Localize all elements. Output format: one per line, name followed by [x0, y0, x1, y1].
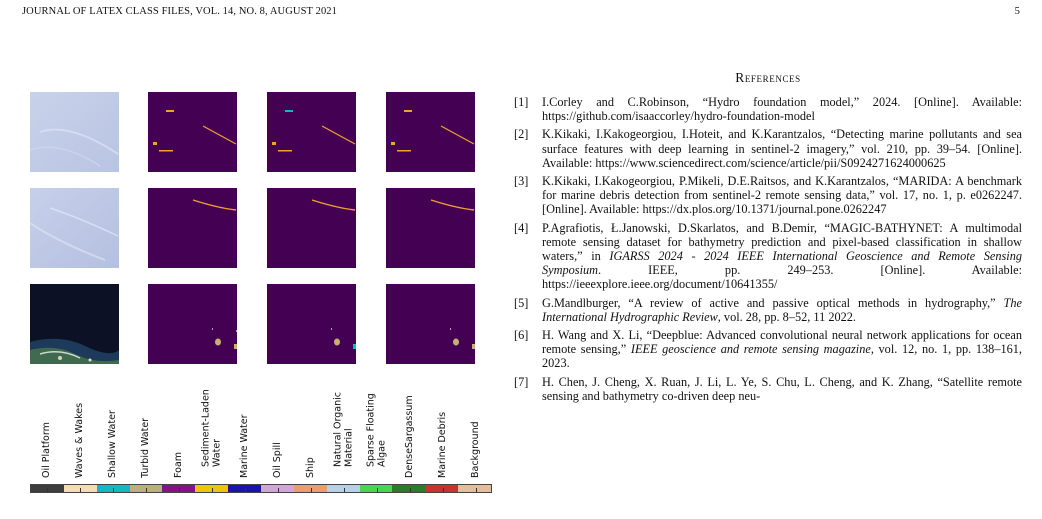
running-header — [22, 6, 1020, 20]
mask-1-col-4 — [386, 92, 475, 172]
legend-label-text: Natural Organic Material — [332, 391, 354, 467]
legend-label — [397, 380, 423, 488]
legend-label — [463, 380, 489, 488]
legend-tick — [443, 488, 444, 492]
reference-text: G.Mandlburger, “A review of active and passive optical methods in hydrography,” — [542, 295, 1004, 310]
satellite-image-2 — [30, 188, 119, 268]
legend-tick — [179, 488, 180, 492]
legend-label-text: Waves & Wakes — [73, 402, 85, 478]
reference-number: [4] — [514, 220, 529, 235]
legend-labels — [30, 380, 492, 488]
reference-text-end: , vol. 12, no. 1, pp. 138–161, 2023. — [542, 342, 1022, 371]
legend-tick — [113, 488, 114, 492]
legend-label-text: Marine Debris — [436, 411, 448, 478]
legend-label-text: Turbid Water — [139, 417, 151, 478]
legend-tick — [377, 488, 378, 492]
legend-tick — [47, 488, 48, 492]
legend-label — [166, 380, 192, 488]
mask-2-col-3 — [267, 188, 356, 268]
references-title: References — [735, 70, 801, 85]
legend-tick — [80, 488, 81, 492]
reference-list — [514, 95, 1022, 403]
legend-label — [331, 380, 357, 488]
mask-3-col-2 — [148, 284, 237, 364]
satellite-image-3 — [30, 284, 119, 364]
legend-label-text: Marine Water — [238, 413, 250, 478]
legend-label — [199, 380, 225, 488]
reference-text: H. Wang and X. Li, “Deepblue: Advanced convolutional neural network applications for ocean remote sensing,” — [542, 328, 1022, 357]
mask-3-col-4 — [386, 284, 475, 364]
legend-label — [430, 380, 456, 488]
legend-tick — [311, 488, 312, 492]
mask-1-col-3 — [267, 92, 356, 172]
reference-number: [2] — [514, 127, 529, 142]
legend-label-text: Sediment-Laden Water — [200, 389, 222, 467]
legend-tick — [344, 488, 345, 492]
legend-label-text: Ship — [304, 456, 316, 478]
mask-3-col-3 — [267, 284, 356, 364]
reference-text: H. Chen, J. Cheng, X. Ruan, J. Li, L. Ye, S. Chu, L. Cheng, and K. Zhang, “Satellite remote sensing and bathymetry co-driven deep neu- — [542, 374, 1022, 403]
legend-label-text: Background — [469, 420, 481, 478]
legend-tick — [146, 488, 147, 492]
legend-label — [100, 380, 126, 488]
reference-text-end: , vol. 28, pp. 8–52, 11 2022. — [717, 309, 856, 324]
references-section — [514, 70, 1022, 519]
legend-label-text: Oil Spill — [271, 441, 283, 478]
reference-number: [7] — [514, 374, 529, 389]
reference-number: [5] — [514, 295, 529, 310]
legend-tick — [278, 488, 279, 492]
reference-number: [6] — [514, 328, 529, 343]
legend-label — [364, 380, 390, 488]
legend-label — [265, 380, 291, 488]
legend-tick — [212, 488, 213, 492]
reference-item — [514, 221, 1022, 292]
reference-text: K.Kikaki, I.Kakogeorgiou, P.Mikeli, D.E.Raitsos, and K.Karantzalos, “MARIDA: A benchmark for marine debris detection from sentinel-2 remote sensing data,” vol. 17, no. 1, p. e0262247. [Online]. Available: https://dx.plos.org/10.1371/journal.pone.0262247 — [542, 174, 1022, 217]
legend-tick — [245, 488, 246, 492]
reference-item — [514, 375, 1022, 403]
legend-label — [298, 380, 324, 488]
reference-venue: IGARSS 2024 - 2024 IEEE International Geoscience and Remote Sensing Symposium — [542, 249, 1022, 278]
mask-2-col-2 — [148, 188, 237, 268]
page-number: 5 — [1014, 6, 1020, 17]
legend-label-text: Shallow Water — [106, 409, 118, 478]
legend-label — [133, 380, 159, 488]
legend-ticks — [30, 488, 492, 492]
reference-number: [3] — [514, 174, 529, 189]
legend-label-text: DenseSargassum — [403, 394, 415, 478]
reference-text: I.Corley and C.Robinson, “Hydro foundation model,” 2024. [Online]. Available: https://github.com/isaaccorley/hydro-foundation-model — [542, 95, 1022, 124]
reference-number: [1] — [514, 95, 529, 109]
reference-item — [514, 127, 1022, 170]
reference-item — [514, 95, 1022, 123]
legend-label-text: Oil Platform — [40, 421, 52, 478]
reference-item — [514, 296, 1022, 324]
reference-text: K.Kikaki, I.Kakogeorgiou, I.Hoteit, and K.Karantzalos, “Detecting marine pollutants and sea surface features with deep learning in sentinel-2 imagery,” vol. 210, pp. 39–54. [Online]. Available: https://www.sciencedirect.com/science/article/pii/S0924271624000625 — [542, 127, 1022, 170]
legend-label — [67, 380, 93, 488]
legend-label — [34, 380, 60, 488]
satellite-image-1 — [30, 92, 119, 172]
legend-label — [232, 380, 258, 488]
legend-tick — [476, 488, 477, 492]
mask-1-col-2 — [148, 92, 237, 172]
legend-label-text: Foam — [172, 451, 184, 478]
mask-2-col-4 — [386, 188, 475, 268]
reference-venue: IEEE geoscience and remote sensing magazine — [630, 342, 871, 357]
reference-text: P.Agrafiotis, Ł.Janowski, D.Skarlatos, and B.Demir, “MAGIC-BATHYNET: A multimodal remote sensing dataset for bathymetry prediction and pixel-based classification in shallow waters,” in — [542, 220, 1022, 264]
legend-label-text: Sparse Floating Algae — [365, 393, 387, 467]
reference-item — [514, 328, 1022, 371]
reference-text-end: . IEEE, pp. 249–253. [Online]. Available: https://ieeexplore.ieee.org/document/10641355/ — [542, 263, 1022, 292]
reference-venue: The International Hydrographic Review — [542, 295, 1022, 324]
journal-header: JOURNAL OF LATEX CLASS FILES, VOL. 14, NO. 8, AUGUST 2021 — [22, 6, 337, 17]
legend-tick — [410, 488, 411, 492]
reference-item — [514, 174, 1022, 217]
